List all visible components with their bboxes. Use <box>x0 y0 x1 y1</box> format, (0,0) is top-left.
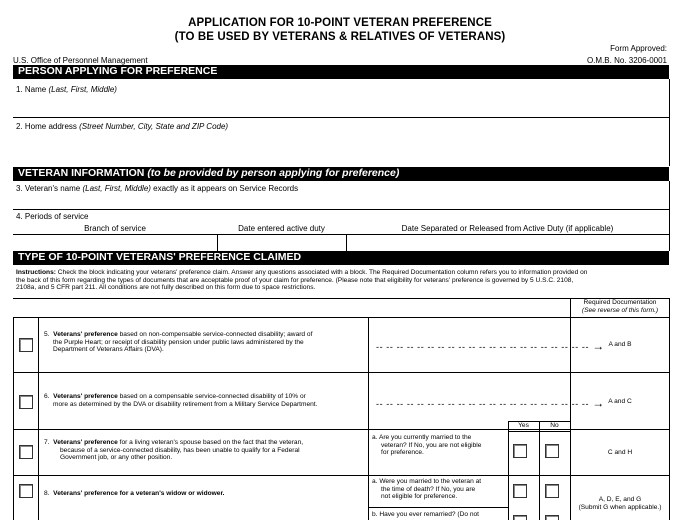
col-date-entered: Date entered active duty <box>238 224 325 233</box>
item6-description: 6. Veterans' preference based on a compensable service-connected disability of 10% or more as determined by the DVA or disability retirement from a Military Service Department. <box>44 393 318 408</box>
item5-dashed-leader: -- -- -- -- -- -- -- -- -- -- -- -- -- -- -- -- -- -- -- -- -- → <box>376 339 605 353</box>
item6-checkbox[interactable] <box>19 395 33 409</box>
item5-description: 5. Veterans' preference based on non-compensable service-connected disability; award of the Purple Heart; or receipt of disability pension under public laws administered by the Department of Veterans Affairs (DVA). <box>44 331 313 354</box>
name-field[interactable] <box>13 79 669 117</box>
form-subtitle: (TO BE USED BY VETERANS & RELATIVES OF VETERANS) <box>174 31 506 43</box>
item7-question-a: a. Are you currently married to the veteran? If No, you are not eligible for preference. <box>372 434 482 457</box>
item7-yes-checkbox[interactable] <box>513 444 527 458</box>
form-title: APPLICATION FOR 10-POINT VETERAN PREFERENCE <box>188 17 492 29</box>
divider <box>13 429 670 430</box>
name-field-label: 1. Name (Last, First, Middle) <box>16 85 117 94</box>
col-divider <box>38 317 39 520</box>
arrow-icon: → <box>592 339 605 353</box>
item6-dashed-leader: -- -- -- -- -- -- -- -- -- -- -- -- -- -- -- -- -- -- -- -- -- → <box>376 396 605 410</box>
required-documentation-sub: (See reverse of this form.) <box>581 307 659 314</box>
veteran-name-field[interactable] <box>13 181 669 209</box>
form-approved-label: Form Approved: <box>610 44 667 53</box>
item7-required-doc: C and H <box>607 449 633 456</box>
col-divider <box>508 432 509 520</box>
border-right <box>669 298 670 520</box>
home-address-label: 2. Home address (Street Number, City, State and ZIP Code) <box>16 122 229 131</box>
yes-label: Yes <box>518 422 529 429</box>
omb-number: O.M.B. No. 3206-0001 <box>586 56 667 65</box>
divider <box>13 372 670 373</box>
veteran-name-label: 3. Veteran's name (Last, First, Middle) exactly as it appears on Service Records <box>16 184 299 193</box>
item7-no-checkbox[interactable] <box>545 444 559 458</box>
col-divider <box>539 432 540 520</box>
item8-description: 8. Veterans' preference for a veteran's widow or widower. <box>44 490 225 497</box>
item7-checkbox[interactable] <box>19 445 33 459</box>
periods-of-service-label: 4. Periods of service <box>16 212 89 221</box>
section-veteran-info-heading: VETERAN INFORMATION (to be provided by person applying for preference) <box>13 167 669 181</box>
col-divider <box>368 317 369 520</box>
home-address-field[interactable] <box>13 117 669 165</box>
item8-question-a: a. Were you married to the veteran at the time of death? If No, you are not eligible for preference. <box>372 478 482 501</box>
divider <box>13 317 670 318</box>
item5-required-doc: A and B <box>608 341 632 348</box>
item8b-no-checkbox[interactable] <box>545 515 559 520</box>
no-label: No <box>550 422 559 429</box>
border-left <box>13 317 14 520</box>
divider <box>13 209 670 210</box>
agency-name: U.S. Office of Personnel Management <box>13 56 148 65</box>
item7-description: 7. Veterans' preference for a living veteran's spouse based on the fact that the veteran, because of a service-connected disability, has been unable to qualify for a Federal Government job, or any other position. <box>44 439 304 462</box>
item6-required-doc: A and C <box>608 398 632 405</box>
section-person-applying-heading: PERSON APPLYING FOR PREFERENCE <box>13 65 669 79</box>
border-right <box>669 79 670 166</box>
arrow-icon: → <box>592 396 605 410</box>
date-entered-input[interactable] <box>218 235 346 251</box>
date-separated-input[interactable] <box>347 235 669 251</box>
border-right <box>669 181 670 251</box>
col-branch-of-service: Branch of service <box>84 224 146 233</box>
item8b-yes-checkbox[interactable] <box>513 515 527 520</box>
instructions-text: Instructions: Check the block indicating your veterans' preference claim. Answer any questions associated with a block. The Required Documentation column refers you to information provided on the back of this form regarding the types of documents that are acceptable proof of your claim for preference. (Please note that eligibility for veterans' preference is governed by 5 U.S.C. 2108, 2108a, and 5 CFR part 211. All conditions are not fully described on this form due to space restrictions. <box>16 269 588 292</box>
col-date-separated: Date Separated or Released from Active Duty (if applicable) <box>401 224 614 233</box>
divider <box>368 507 508 508</box>
item8a-no-checkbox[interactable] <box>545 484 559 498</box>
branch-of-service-input[interactable] <box>14 235 217 251</box>
divider <box>13 475 670 476</box>
section-type-claimed-heading: TYPE OF 10-POINT VETERANS' PREFERENCE CLAIMED <box>13 251 669 265</box>
item8-question-b: b. Have you ever remarried? (Do not <box>372 511 480 518</box>
item8-required-doc: A, D, E, and G (Submit G when applicable.) <box>578 496 662 511</box>
item8-checkbox[interactable] <box>19 484 33 498</box>
item5-checkbox[interactable] <box>19 338 33 352</box>
required-documentation-heading: Required Documentation <box>583 299 657 306</box>
item8a-yes-checkbox[interactable] <box>513 484 527 498</box>
